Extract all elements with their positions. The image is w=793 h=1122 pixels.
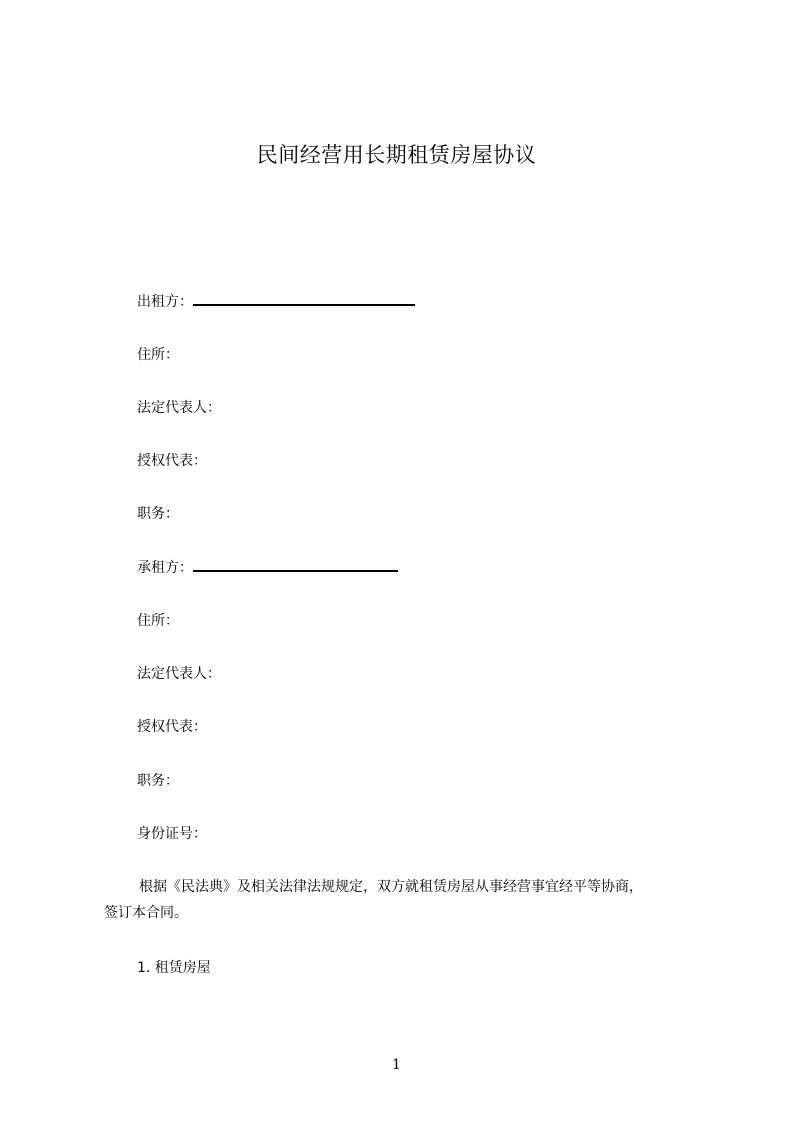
section-heading-1: 1. 租赁房屋 [137,960,211,976]
lessee-blank-line [193,558,398,572]
lessee-legal-rep-label: 法定代表人： [137,666,221,682]
preamble-paragraph [104,874,724,926]
lessor-address-label: 住所： [137,347,179,363]
lessee-id-label: 身份证号： [137,826,207,842]
lessee-position-label: 职务： [137,773,179,789]
lessor-legal-rep-label: 法定代表人： [137,400,221,416]
document-title: 民间经营用长期租赁房屋协议 [256,143,537,167]
lessor-position-label: 职务： [137,506,179,522]
page-number: 1 [392,1057,401,1073]
lessor-authorized-rep-label: 授权代表： [137,453,207,469]
lessor-label: 出租方： [137,294,193,310]
lessor-field [137,292,415,312]
lessee-address-label: 住所： [137,613,179,629]
lessee-authorized-rep-label: 授权代表： [137,719,207,735]
lessor-blank-line [193,292,415,306]
lessee-label: 承租方： [137,560,193,576]
preamble-line-1: 根据《民法典》及相关法律法规规定，双方就租赁房屋从事经营事宜经平等协商， [139,879,643,895]
lessee-field [137,558,398,578]
preamble-line-2: 签订本合同。 [104,905,188,921]
